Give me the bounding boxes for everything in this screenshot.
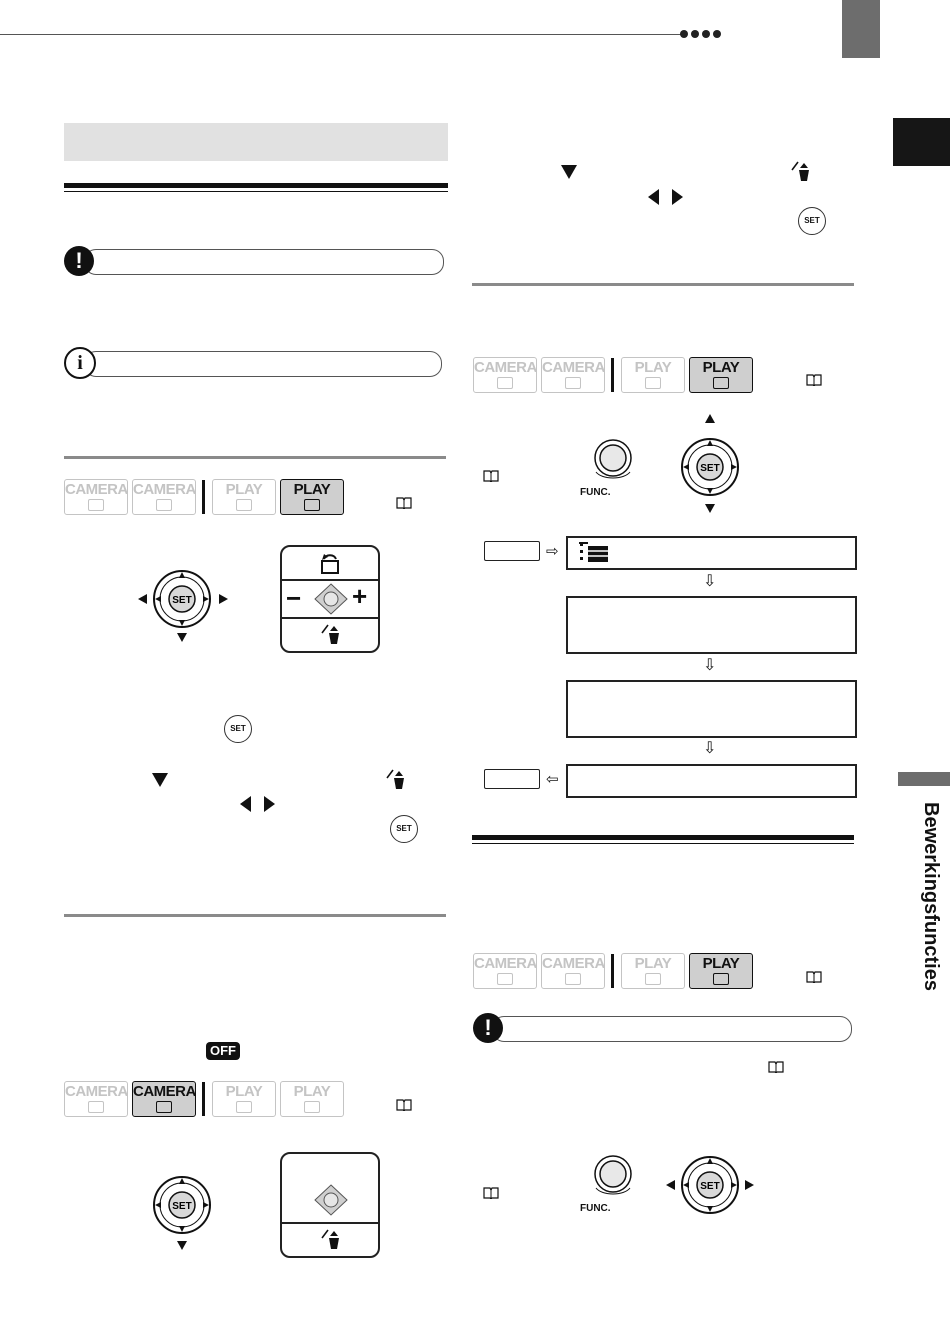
right-arrow-icon: [264, 796, 275, 812]
warning-note-box: [492, 1016, 852, 1042]
svg-text:SET: SET: [700, 1181, 720, 1192]
flow-step-menu: [566, 536, 857, 570]
mode-separator: [202, 480, 205, 514]
right-arrow-icon: ⇨: [546, 543, 559, 560]
mode-camera-card: CAMERA: [541, 357, 605, 393]
left-arrow-icon: [240, 796, 251, 812]
mode-camera-tape: CAMERA: [64, 1081, 128, 1117]
mode-separator: [611, 358, 614, 392]
joystick-guide-panel: [280, 545, 380, 653]
menu-icon: [578, 542, 610, 564]
func-label: FUNC.: [580, 487, 611, 498]
book-icon: [768, 1061, 784, 1073]
mode-play-card: PLAY: [280, 1081, 344, 1117]
mode-camera-card: CAMERA: [541, 953, 605, 989]
mode-camera-tape: CAMERA: [64, 479, 128, 515]
joystick-diagram-icon: [314, 583, 348, 615]
book-icon: [806, 971, 822, 983]
rotate-icon: [318, 553, 342, 575]
minus-symbol: −: [286, 583, 302, 613]
section-rule: [64, 191, 448, 192]
flow-step: [566, 680, 857, 738]
header-dot: [691, 30, 699, 38]
flow-step: [566, 596, 857, 654]
section-rule: [472, 835, 854, 840]
svg-text:SET: SET: [700, 463, 720, 474]
flow-start-key: [484, 541, 540, 561]
mode-camera-card: CAMERA: [132, 479, 196, 515]
section-header-bar: [64, 123, 448, 161]
mode-selector: [473, 953, 763, 989]
section-rule: [64, 183, 448, 188]
mode-camera-tape: CAMERA: [473, 953, 537, 989]
func-button-icon: [586, 434, 636, 480]
book-icon: [483, 470, 499, 482]
erase-icon: [385, 768, 407, 790]
subsection-rule: [64, 456, 446, 459]
mode-separator: [202, 1082, 205, 1116]
info-note-box: [84, 351, 442, 377]
svg-text:SET: SET: [172, 1201, 192, 1212]
header-rule: [0, 34, 682, 35]
book-icon: [396, 497, 412, 509]
mode-separator: [611, 954, 614, 988]
flow-arrow-down: ⇩: [703, 657, 717, 674]
mode-play-tape: PLAY: [621, 357, 685, 393]
info-icon: i: [64, 347, 96, 379]
joystick-guide-panel: [280, 1152, 380, 1258]
set-button-icon: SET: [798, 207, 826, 235]
plus-symbol: +: [352, 581, 368, 611]
right-arrow-icon: [672, 189, 683, 205]
header-dot: [713, 30, 721, 38]
header-tab: [842, 0, 880, 58]
book-icon: [806, 374, 822, 386]
flow-arrow-down: ⇩: [703, 740, 717, 757]
svg-text:SET: SET: [172, 595, 192, 606]
mode-camera-card: CAMERA: [132, 1081, 196, 1117]
mode-selector: [64, 1081, 354, 1117]
erase-icon: [320, 1228, 342, 1250]
flow-end-key: [484, 769, 540, 789]
off-icon: OFF: [206, 1042, 240, 1060]
section-rule: [472, 843, 854, 844]
mode-play-tape: PLAY: [212, 479, 276, 515]
subsection-rule: [472, 283, 854, 286]
book-icon: [483, 1187, 499, 1199]
mode-play-tape: PLAY: [621, 953, 685, 989]
exclamation-icon: !: [473, 1013, 503, 1043]
subsection-rule: [64, 914, 446, 917]
header-dot: [680, 30, 688, 38]
flow-step-end: [566, 764, 857, 798]
mode-play-card: PLAY: [689, 357, 753, 393]
left-arrow-icon: ⇦: [546, 771, 559, 788]
flow-arrow-down: ⇩: [703, 573, 717, 590]
set-button-icon: SET: [390, 815, 418, 843]
header-dot: [702, 30, 710, 38]
exclamation-icon: !: [64, 246, 94, 276]
mode-camera-tape: CAMERA: [473, 357, 537, 393]
mode-play-card: PLAY: [689, 953, 753, 989]
joystick-icon: [138, 566, 230, 642]
func-button-icon: [586, 1150, 636, 1196]
left-arrow-icon: [648, 189, 659, 205]
chapter-tab: [893, 118, 950, 166]
mode-play-tape: PLAY: [212, 1081, 276, 1117]
erase-icon: [790, 160, 812, 182]
joystick-icon: [150, 1172, 214, 1252]
set-button-icon: SET: [224, 715, 252, 743]
book-icon: [396, 1099, 412, 1111]
warning-note-box: [84, 249, 444, 275]
erase-icon: [320, 623, 342, 645]
func-label: FUNC.: [580, 1203, 611, 1214]
mode-selector: [473, 357, 763, 393]
chapter-marker: [898, 772, 950, 786]
down-arrow-icon: [152, 773, 168, 787]
down-arrow-icon: [561, 165, 577, 179]
joystick-icon: [664, 1152, 756, 1218]
mode-play-card: PLAY: [280, 479, 344, 515]
mode-selector: [64, 479, 354, 515]
chapter-label: Bewerkingsfuncties: [920, 802, 942, 991]
joystick-diagram-icon: [314, 1184, 348, 1216]
joystick-icon: [678, 414, 742, 514]
